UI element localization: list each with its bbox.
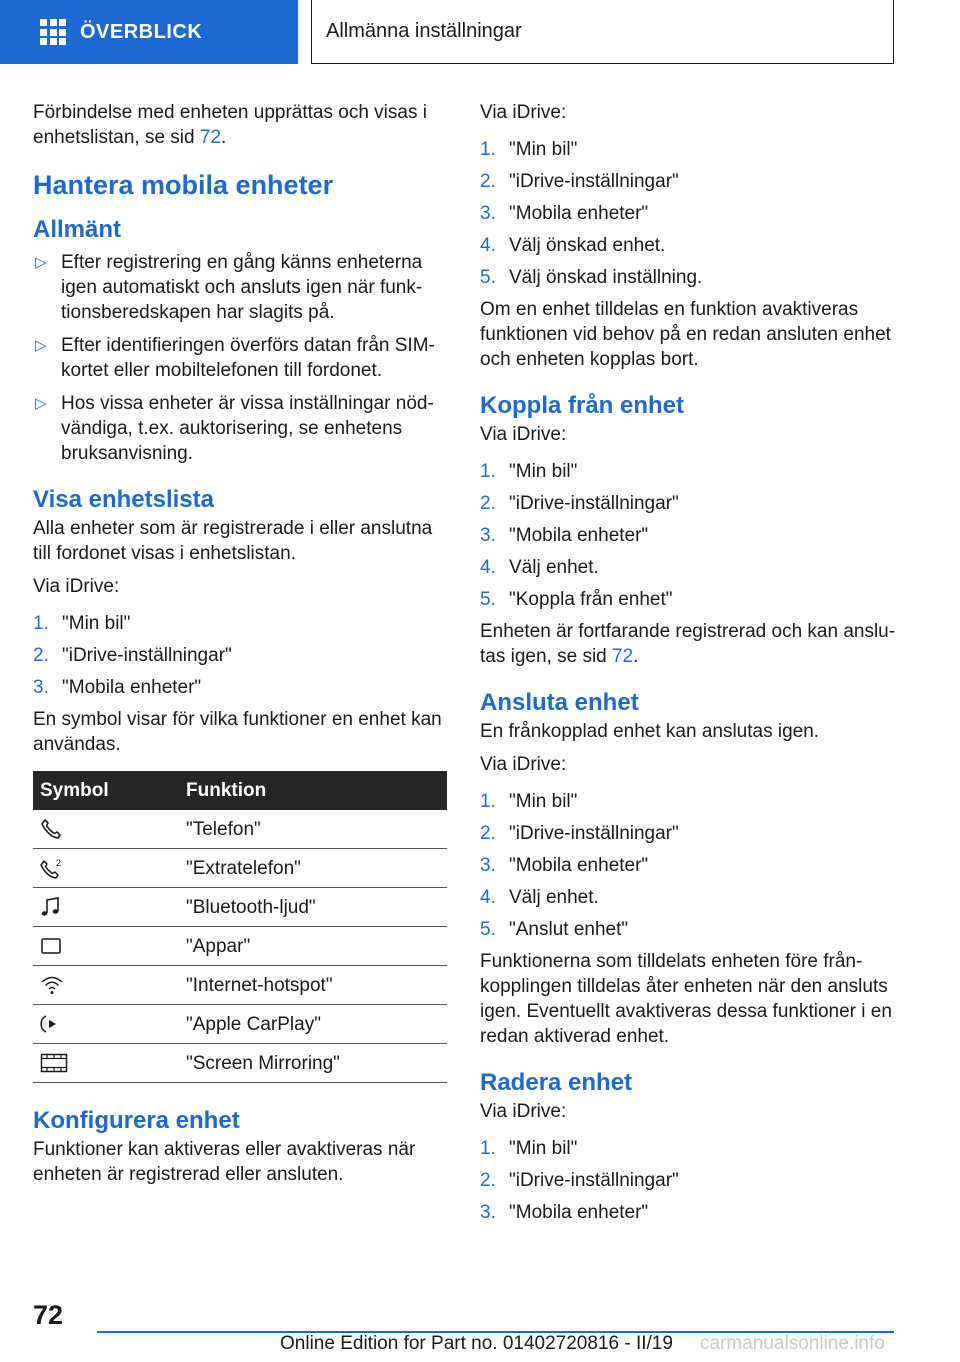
table-row	[33, 927, 447, 966]
general-bullet-list	[33, 250, 445, 466]
list-item: 2. "iDrive-inställningar"	[480, 493, 679, 514]
function-label: "Appar"	[179, 927, 447, 966]
column-header-function: Funktion	[179, 771, 447, 810]
triangle-bullet-icon: ▷	[35, 395, 47, 412]
screen-mirroring-icon	[40, 1052, 68, 1074]
table-row	[33, 966, 447, 1005]
list-item: 3. "Mobila enheter"	[480, 1202, 649, 1223]
via-idrive: Via iDrive:	[480, 1101, 567, 1122]
table-row	[33, 1005, 447, 1044]
list-item: 1. "Min bil"	[480, 461, 578, 482]
list-item: ▷ Efter identifieringen överförs datan från SIM-kortet eller mobiltelefonen till fordonet.	[35, 335, 435, 381]
triangle-bullet-icon: ▷	[35, 337, 47, 354]
list-item: 5. "Anslut enhet"	[480, 919, 629, 940]
list-item: ▷ Efter registrering en gång känns enheterna igen automatiskt och ansluts igen när funktionsberedskapen har slagits på.	[35, 252, 423, 323]
list-item: 5. "Koppla från enhet"	[480, 589, 673, 610]
list-item: 4. Välj önskad enhet.	[480, 235, 666, 256]
list-item: 1. "Min bil"	[480, 1138, 578, 1159]
overview-tab[interactable]	[0, 0, 298, 64]
list-item: ▷ Hos vissa enheter är vissa inställningar nödvändiga, t.ex. auktorisering, se enhetens bruksanvisning.	[35, 393, 434, 464]
heading-manage-devices: Hantera mobila enheter	[33, 170, 334, 200]
edition-text: Online Edition for Part no. 01402720816 - II/19	[280, 1333, 673, 1354]
watermark: carmanualsonline.info	[700, 1333, 885, 1354]
svg-text:2: 2	[56, 858, 62, 868]
disconnect-note: Enheten är fortfarande registrerad och kan anslutas igen, se sid 72.	[480, 621, 896, 667]
function-label: "Telefon"	[179, 810, 447, 849]
list-item: 4. Välj enhet.	[480, 557, 599, 578]
right-column	[480, 100, 896, 1232]
list-item: 2. "iDrive-inställningar"	[480, 823, 679, 844]
connect-steps	[480, 789, 896, 942]
symbol-text: En symbol visar för vilka funktioner en enhet kan användas.	[33, 709, 442, 755]
triangle-bullet-icon: ▷	[35, 254, 47, 271]
heading-disconnect-device: Koppla från enhet	[480, 392, 685, 419]
configure-note: Om en enhet tilldelas en funktion avaktiveras funktionen vid behov på en redan ansluten enhet och enheten kopplas bort.	[480, 299, 891, 370]
delete-steps	[480, 1136, 896, 1225]
list-item: 2. "iDrive-inställningar"	[33, 645, 232, 666]
heading-configure-device: Konfigurera enhet	[33, 1107, 240, 1134]
carplay-icon	[40, 1013, 62, 1035]
device-list-text: Alla enheter som är registrerade i eller anslutna till fordonet visas i enhetslistan.	[33, 518, 433, 564]
left-column	[33, 100, 445, 1195]
intro-paragraph: Förbindelse med enheten upprättas och visas i enhetslistan, se sid 72.	[33, 102, 427, 148]
via-idrive: Via iDrive:	[33, 576, 120, 597]
heading-general: Allmänt	[33, 216, 122, 243]
configure-text: Funktioner kan aktiveras eller avaktiveras när enheten är registrerad eller ansluten.	[33, 1139, 416, 1185]
table-row	[33, 810, 447, 849]
grid-menu-icon	[40, 19, 66, 45]
configure-steps	[480, 137, 896, 290]
function-label: "Extratelefon"	[179, 849, 447, 888]
table-row	[33, 888, 447, 927]
page-number: 72	[33, 1300, 64, 1330]
page-link[interactable]: 72	[612, 646, 634, 667]
via-idrive: Via iDrive:	[480, 102, 567, 123]
heading-connect-device: Ansluta enhet	[480, 689, 639, 716]
function-label: "Screen Mirroring"	[179, 1044, 447, 1083]
heading-delete-device: Radera enhet	[480, 1069, 633, 1096]
list-item: 3. "Mobila enheter"	[480, 855, 649, 876]
column-header-symbol: Symbol	[33, 771, 179, 810]
list-item: 3. "Mobila enheter"	[480, 203, 649, 224]
heading-show-device-list: Visa enhetslista	[33, 486, 214, 513]
section-title: Allmänna inställningar	[311, 0, 894, 64]
table-header-row	[33, 771, 447, 810]
table-row	[33, 849, 447, 888]
overview-tab-label: ÖVERBLICK	[80, 20, 203, 43]
table-row	[33, 1044, 447, 1083]
phone-icon	[40, 818, 62, 840]
music-note-icon	[40, 896, 62, 918]
connect-text: En frånkopplad enhet kan anslutas igen.	[480, 721, 820, 742]
phone-extra-icon	[40, 857, 64, 879]
list-item: 2. "iDrive-inställningar"	[480, 1170, 679, 1191]
list-item: 2. "iDrive-inställningar"	[480, 171, 679, 192]
wifi-hotspot-icon	[40, 974, 64, 996]
list-item: 4. Välj enhet.	[480, 887, 599, 908]
page-link[interactable]: 72	[199, 127, 222, 148]
list-item: 3. "Mobila enheter"	[33, 677, 202, 698]
list-item: 1. "Min bil"	[480, 791, 578, 812]
function-label: "Internet-hotspot"	[179, 966, 447, 1005]
via-idrive: Via iDrive:	[480, 424, 567, 445]
via-idrive: Via iDrive:	[480, 754, 567, 775]
list-item: 3. "Mobila enheter"	[480, 525, 649, 546]
list-item: 5. Välj önskad inställning.	[480, 267, 703, 288]
list-item: 1. "Min bil"	[480, 139, 578, 160]
function-label: "Bluetooth-ljud"	[179, 888, 447, 927]
apps-icon	[40, 935, 62, 957]
device-list-steps	[33, 611, 445, 700]
function-label: "Apple CarPlay"	[179, 1005, 447, 1044]
connect-note: Funktionerna som tilldelats enheten före frånkopplingen tilldelas åter enheten när den ansluts igen. Eventuellt avaktiveras dessa funktioner i en redan aktiverad enhet.	[480, 951, 892, 1047]
list-item: 1. "Min bil"	[33, 613, 131, 634]
symbol-table	[33, 771, 447, 1083]
disconnect-steps	[480, 459, 896, 612]
